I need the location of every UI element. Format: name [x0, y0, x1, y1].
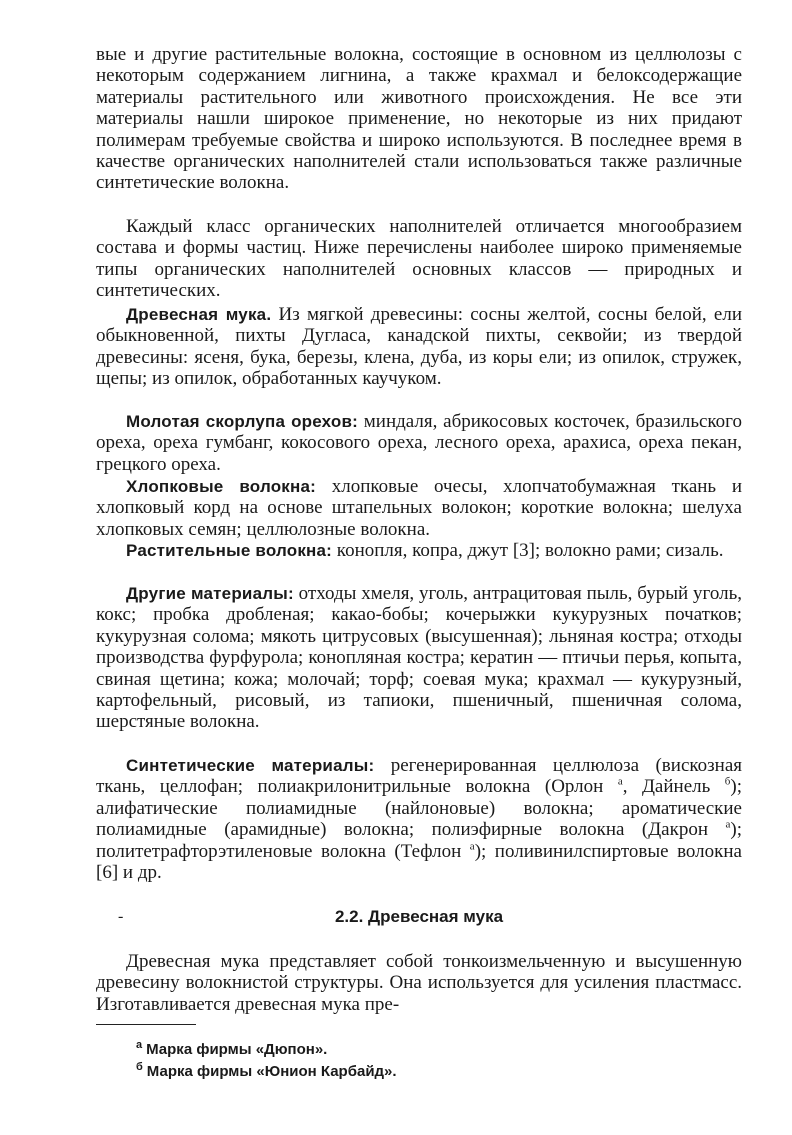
paragraph-fillers-intro: вые и другие растительные волокна, состоящие в основном из целлюлозы с некоторым содержанием лигнина, а также крахмал и белоксодержащие материалы растительного или животного происхождения. Не все эти материалы нашли широкое применение, но некоторые из них придают полимерам требуемые свойства и широко используются. В последнее время в качестве органических наполнителей стали использоваться также различные синтетические волокна.	[96, 44, 742, 194]
footnote-ref-b: б	[724, 776, 731, 789]
paragraph-wood-flour-section: Древесная мука представляет собой тонкоизмельченную и высушенную древесину волокнистой структуры. Она используется для усиления пластмасс. Изготавливается древесная мука пре-	[96, 951, 742, 1015]
term-cotton-fibers: Хлопковые волокна:	[126, 477, 316, 496]
footnote-mark-b: б	[136, 1061, 143, 1073]
section-heading: 2.2. Древесная мука	[334, 907, 504, 926]
text-cotton-fibers: хлопковые очесы, хлопчатобумажная ткань и хлопковый корд на основе штапельных волокон; короткие волокна; шелуха хлопковых семян; целлюлозные волокна.	[96, 476, 742, 540]
term-synthetic-materials: Синтетические материалы:	[126, 756, 375, 775]
term-plant-fibers: Растительные волокна:	[126, 541, 333, 560]
text-wood-flour: Из мягкой древесины: сосны желтой, сосны белой, ели обыкновенной, пихты Дугласа, канадской пихты, секвойи; из твердой древесины: ясеня, бука, березы, клена, дуба, из коры ели; из опилок, стружек, щепы; из опилок, обработанных каучуком.	[96, 304, 742, 390]
paragraph-classes: Каждый класс органических наполнителей отличается многообразием состава и формы частиц. Ниже перечислены наиболее широко применяемые типы органических наполнителей основных классов — природных и синтетических.	[96, 216, 742, 302]
text-synthetic-3: ); алифатические полиамидные (найлоновые) волокна; ароматические полиамидные (арамидные) волокна; полиэфирные волокна (Дакрон	[96, 776, 743, 841]
stray-mark: -	[118, 908, 124, 925]
footnote-rule	[96, 1024, 196, 1025]
paragraph-other-materials	[96, 583, 742, 733]
footnote-text-a: Марка фирмы «Дюпон».	[146, 1041, 328, 1058]
paragraph-synthetic-materials	[96, 755, 742, 883]
term-other-materials: Другие материалы:	[126, 584, 294, 603]
text-synthetic-5: ); поливинилспиртовые волокна [6] и др.	[96, 840, 742, 884]
text-synthetic-1: регенерированная целлюлоза (вискозная ткань, целлофан; полиакрилонитрильные волокна (Орлон	[96, 755, 742, 798]
paragraph-nut-shells	[96, 411, 742, 475]
term-nut-shells: Молотая скорлупа орехов:	[126, 412, 359, 431]
footnote-ref-a: а	[617, 776, 623, 789]
paragraph-cotton-fibers	[96, 476, 742, 540]
text-plant-fibers: конопля, копра, джут [3]; волокно рами; сизаль.	[332, 540, 724, 561]
footnote-ref-a: а	[725, 818, 731, 831]
text-nut-shells: миндаля, абрикосовых косточек, бразильского ореха, ореха гумбанг, кокосового ореха, лесного ореха, арахиса, ореха пекан, грецкого ореха.	[96, 411, 743, 475]
text-other-materials: отходы хмеля, уголь, антрацитовая пыль, бурый уголь, кокс; пробка дробленая; какао-бобы; кочерыжки кукурузных початков; кукурузная солома; мякоть цитрусовых (высушенная); льняная костра; отходы производства фурфурола; конопляная костра; кератин — птичьи перья, копыта, свиная щетина; кожа; молочай; торф; соевая мука; крахмал — кукурузный, картофельный, рисовый, из тапиоки, пшеничный, пшеничная солома, шерстяные волокна.	[96, 583, 742, 733]
paragraph-plant-fibers	[96, 540, 742, 561]
footnote-a	[136, 1036, 327, 1059]
footnote-text-b: Марка фирмы «Юнион Карбайд».	[146, 1063, 397, 1080]
term-wood-flour: Древесная мука.	[126, 305, 272, 324]
footnote-b	[136, 1058, 397, 1081]
footnote-ref-a: а	[469, 840, 475, 853]
text-synthetic-4: ); политетрафторэтиленовые волокна (Тефлон	[96, 819, 742, 862]
paragraph-wood-flour	[96, 304, 742, 390]
text-synthetic-2: , Дайнель	[622, 776, 725, 798]
footnote-mark-a: а	[136, 1039, 143, 1051]
